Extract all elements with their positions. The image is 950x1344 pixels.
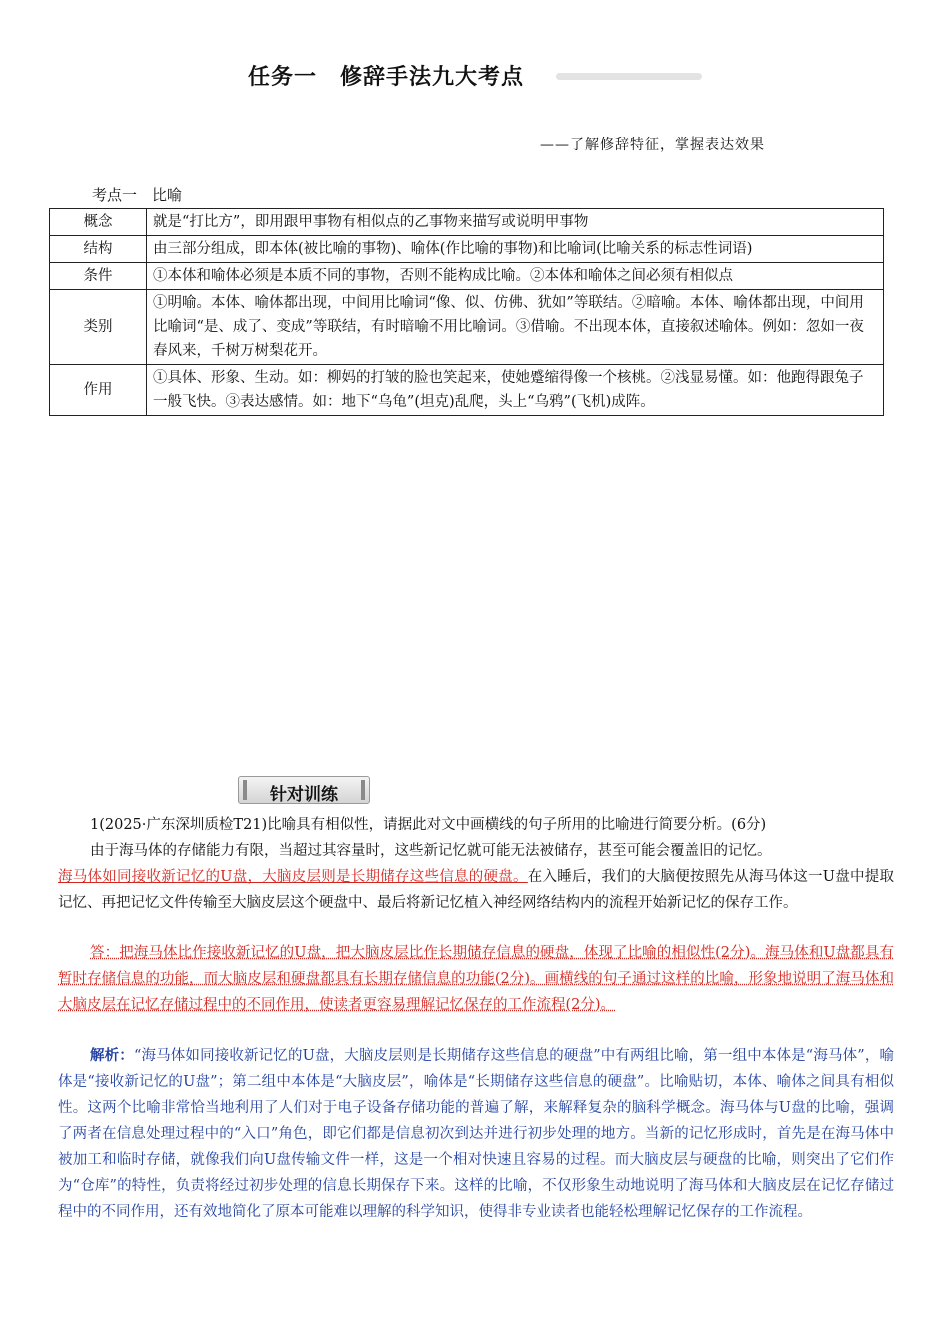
practice-badge xyxy=(238,776,370,804)
row-key: 结构 xyxy=(50,236,147,263)
table-row xyxy=(50,290,884,365)
question-stem: 1(2025·广东深圳质检T21)比喻具有相似性，请据此对文中画横线的句子所用的比喻进行简要分析。(6分) xyxy=(90,817,767,833)
row-value: ①明喻。本体、喻体都出现，中间用比喻词“像、似、仿佛、犹如”等联结。②暗喻。本体、喻体都出现，中间用比喻词“是、成了、变成”等联结，有时暗喻不用比喻词。③借喻。不出现本体，直接叙述喻体。例如：忽如一夜春风来，千树万树梨花开。 xyxy=(147,290,884,365)
subtitle: ——了解修辞特征，掌握表达效果 xyxy=(540,137,765,153)
row-value: ①本体和喻体必须是本质不同的事物，否则不能构成比喻。②本体和喻体之间必须有相似点 xyxy=(147,263,884,290)
table-row xyxy=(50,263,884,290)
table-row xyxy=(50,365,884,416)
passage-underlined-sentence: 海马体如同接收新记忆的U盘，大脑皮层则是长期储存这些信息的硬盘。 xyxy=(58,869,528,885)
passage-rest: 在入睡后，我们的大脑便按照先从海马体这一U盘中提取记忆、再把记忆文件传输至大脑皮层这个硬盘中、最后将新记忆植入神经网络结构内的流程开始新记忆的保存工作。 xyxy=(58,869,895,911)
analysis-label: 解析： xyxy=(90,1048,134,1064)
title-decoration-bar xyxy=(556,73,702,80)
row-key: 条件 xyxy=(50,263,147,290)
passage-intro: 由于海马体的存储能力有限，当超过其容量时，这些新记忆就可能无法被储存，甚至可能会覆盖旧的记忆。 xyxy=(90,843,772,859)
passage xyxy=(58,864,894,916)
row-key: 概念 xyxy=(50,209,147,236)
row-value: 由三部分组成，即本体(被比喻的事物)、喻体(作比喻的事物)和比喻词(比喻关系的标志性词语) xyxy=(147,236,884,263)
analysis-block xyxy=(58,1043,894,1225)
analysis-text: “海马体如同接收新记忆的U盘，大脑皮层则是长期储存这些信息的硬盘”中有两组比喻，第一组中本体是“海马体”，喻体是“接收新记忆的U盘”；第二组中本体是“大脑皮层”，喻体是“长期储存这些信息的硬盘”。比喻贴切，本体、喻体之间具有相似性。这两个比喻非常恰当地利用了人们对于电子设备存储功能的普遍了解，来解释复杂的脑科学概念。海马体与U盘的比喻，强调了两者在信息处理过程中的“入口”角色，即它们都是信息初次到达并进行初步处理的地方。当新的记忆形成时，首先是在海马体中被加工和临时存储，就像我们向U盘传输文件一样，这是一个相对快速且容易的过程。而大脑皮层与硬盘的比喻，则突出了它们作为“仓库”的特性，负责将经过初步处理的信息长期保存下来。这样的比喻，不仅形象生动地说明了海马体和大脑皮层在记忆存储过程中的不同作用，还有效地简化了原本可能难以理解的科学知识，使得非专业读者也能轻松理解记忆保存的工作流程。 xyxy=(58,1048,894,1220)
answer-text: 答：把海马体比作接收新记忆的U盘，把大脑皮层比作长期储存信息的硬盘，体现了比喻的相似性(2分)。海马体和U盘都具有暂时存储信息的功能，而大脑皮层和硬盘都具有长期存储信息的功能(2分)。画横线的句子通过这样的比喻，形象地说明了海马体和大脑皮层在记忆存储过程中的不同作用，使读者更容易理解记忆保存的工作流程(2分)。 xyxy=(58,945,894,1013)
answer-block xyxy=(58,940,894,1018)
table-row xyxy=(50,236,884,263)
practice-badge-label: 针对训练 xyxy=(270,785,338,805)
row-value: ①具体、形象、生动。如：柳妈的打皱的脸也笑起来，使她蹙缩得像一个核桃。②浅显易懂。如：他跑得跟兔子一般飞快。③表达感情。如：地下“乌龟”(坦克)乱爬，头上“乌鸦”(飞机)成阵。 xyxy=(147,365,884,416)
page-title: 任务一 修辞手法九大考点 xyxy=(248,65,525,90)
table-row xyxy=(50,209,884,236)
row-value: 就是“打比方”，即用跟甲事物有相似点的乙事物来描写或说明甲事物 xyxy=(147,209,884,236)
row-key: 作用 xyxy=(50,365,147,416)
row-key: 类别 xyxy=(50,290,147,365)
concept-table xyxy=(49,208,884,416)
question-block xyxy=(58,812,894,916)
section-title: 考点一 比喻 xyxy=(92,186,183,204)
